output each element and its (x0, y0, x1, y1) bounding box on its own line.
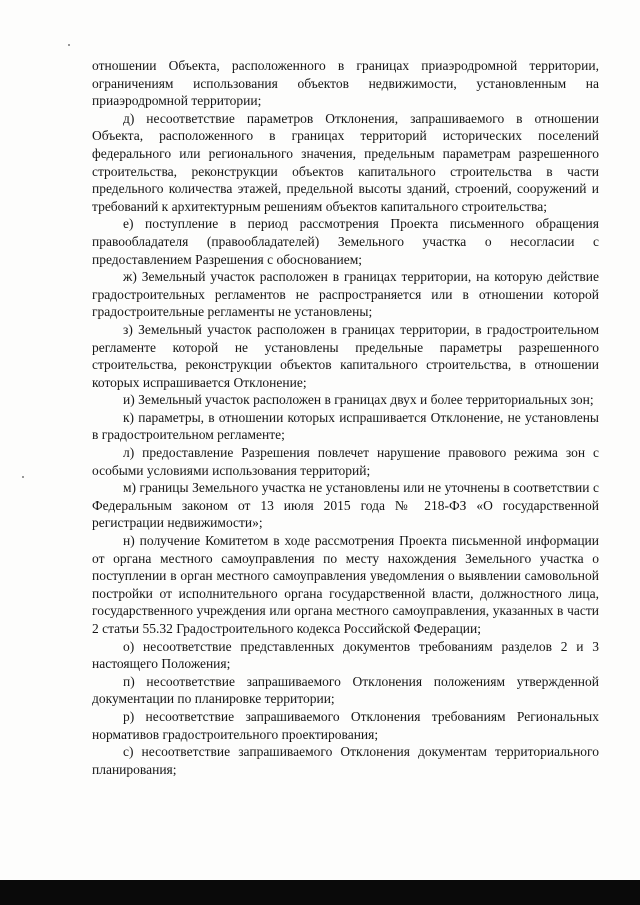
list-item-i: и) Земельный участок расположен в границах двух и более территориальных зон; (123, 392, 594, 408)
list-item-n: н) получение Комитетом в ходе рассмотрения Проекта письменной информации от органа местного самоуправления по месту нахождения Земельного участка о поступлении в орган местного самоуправления уведомления о выявлении самовольной постройки от исполнительного органа государственной власти, должностного лица, государственного учреждения или органа местного самоуправления, указанных в части 2 статьи 55.32 Градостроительного кодекса Российской Федерации; (92, 533, 599, 636)
list-item-r: р) несоответствие запрашиваемого Отклонения требованиям Региональных нормативов градостроительного проектирования; (92, 708, 599, 742)
list-item-m: м) границы Земельного участка не установлены или не уточнены в соответствии с Федеральным законом от 13 июля 2015 года № 218-ФЗ «О государственной регистрации недвижимости»; (92, 480, 599, 531)
list-item-k: к) параметры, в отношении которых испрашивается Отклонение, не установлены в градостроительном регламенте; (92, 409, 599, 443)
list-item-l: л) предоставление Разрешения повлечет нарушение правового режима зон с особыми условиями использования территорий; (92, 445, 599, 478)
list-item-zh: ж) Земельный участок расположен в границах территории, на которую действие градостроительных регламентов не распространяется или в отношении которой градостроительные регламенты не установлены; (92, 269, 599, 320)
list-item-e: е) поступление в период рассмотрения Проекта письменного обращения правообладателя (правообладателей) Земельного участка о несогласии с предоставлением Разрешения с обоснованием; (92, 216, 599, 267)
list-item-p: п) несоответствие запрашиваемого Отклонения положениям утвержденной документации по планировке территории; (92, 673, 599, 707)
scan-speck (22, 476, 24, 478)
scan-bottom-border (0, 880, 640, 905)
paragraph-continuation: отношении Объекта, расположенного в границах приаэродромной территории, ограничениям использования объектов недвижимости, установленным на приаэродромной территории; (92, 58, 599, 109)
list-item-d: д) несоответствие параметров Отклонения, запрашиваемого в отношении Объекта, расположенного в границах территорий исторических поселений федерального или регионального значения, предельным параметрам разрешенного строительства, реконструкции объектов капитального строительства в части предельного количества этажей, предельной высоты зданий, строений, сооружений и требований к архитектурным решениям объектов капитального строительства; (92, 110, 599, 214)
scan-speck (68, 44, 70, 46)
list-item-o: о) несоответствие представленных документов требованиям разделов 2 и 3 настоящего Положения; (92, 638, 599, 672)
document-body (92, 57, 599, 778)
list-item-s: с) несоответствие запрашиваемого Отклонения документам территориального планирования; (92, 744, 599, 777)
list-item-z: з) Земельный участок расположен в границах территории, в градостроительном регламенте которой не установлены предельные параметры разрешенного строительства, реконструкции объектов капитального строительства, в отношении которых испрашивается Отклонение; (92, 321, 599, 390)
